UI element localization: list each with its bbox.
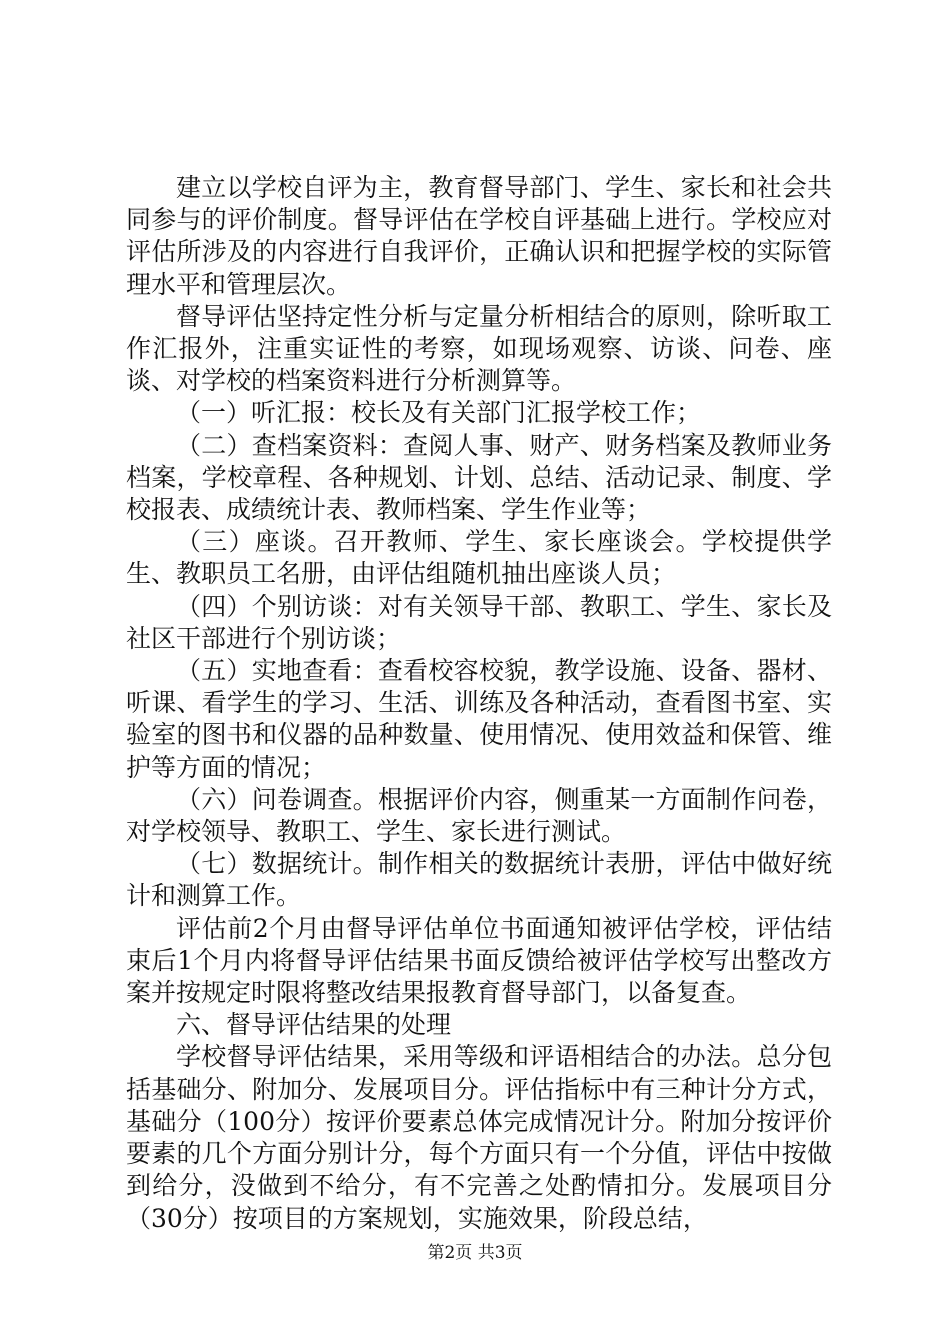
paragraph-evaluation-principle: 督导评估坚持定性分析与定量分析相结合的原则，除听取工作汇报外，注重实证性的考察，如现场观察、访谈、问卷、座谈、对学校的档案资料进行分析测算等。 (126, 301, 832, 396)
document-body (126, 172, 832, 1235)
paragraph-item-3: （三）座谈。召开教师、学生、家长座谈会。学校提供学生、教职员工名册，由评估组随机抽出座谈人员； (126, 527, 832, 589)
paragraph-item-1: （一）听汇报：校长及有关部门汇报学校工作； (176, 398, 702, 428)
paragraph-scoring: 学校督导评估结果，采用等级和评语相结合的办法。总分包括基础分、附加分、发展项目分。评估指标中有三种计分方式，基础分（100分）按评价要素总体完成情况计分。附加分按评价要素的几个方面分别计分，每个方面只有一个分值，评估中按做到给分，没做到不给分，有不完善之处酌情扣分。发展项目分（30分）按项目的方案规划，实施效果，阶段总结， (126, 1042, 832, 1233)
paragraph-item-4: （四）个别访谈：对有关领导干部、教职工、学生、家长及社区干部进行个别访谈； (126, 591, 832, 653)
section-heading: 六、督导评估结果的处理 (176, 1010, 452, 1040)
paragraph-item-2: （二）查档案资料：查阅人事、财产、财务档案及教师业务档案，学校章程、各种规划、计划、总结、活动记录、制度、学校报表、成绩统计表、教师档案、学生作业等； (126, 430, 832, 525)
paragraph-self-evaluation: 建立以学校自评为主，教育督导部门、学生、家长和社会共同参与的评价制度。督导评估在学校自评基础上进行。学校应对评估所涉及的内容进行自我评价，正确认识和把握学校的实际管理水平和管理层次。 (126, 173, 832, 299)
page-footer: 第2页 共3页 (427, 1243, 523, 1263)
paragraph-item-7: （七）数据统计。制作相关的数据统计表册，评估中做好统计和测算工作。 (126, 849, 832, 911)
paragraph-item-6: （六）问卷调查。根据评价内容，侧重某一方面制作问卷，对学校领导、教职工、学生、家长进行测试。 (126, 784, 832, 847)
paragraph-notification: 评估前2个月由督导评估单位书面通知被评估学校，评估结束后1个月内将督导评估结果书面反馈给被评估学校写出整改方案并按规定时限将整改结果报教育督导部门，以备复查。 (126, 913, 832, 1008)
paragraph-item-5: （五）实地查看：查看校容校貌，教学设施、设备、器材、听课、看学生的学习、生活、训练及各种活动，查看图书室、实验室的图书和仪器的品种数量、使用情况、使用效益和保管、维护等方面的情况； (126, 656, 832, 782)
